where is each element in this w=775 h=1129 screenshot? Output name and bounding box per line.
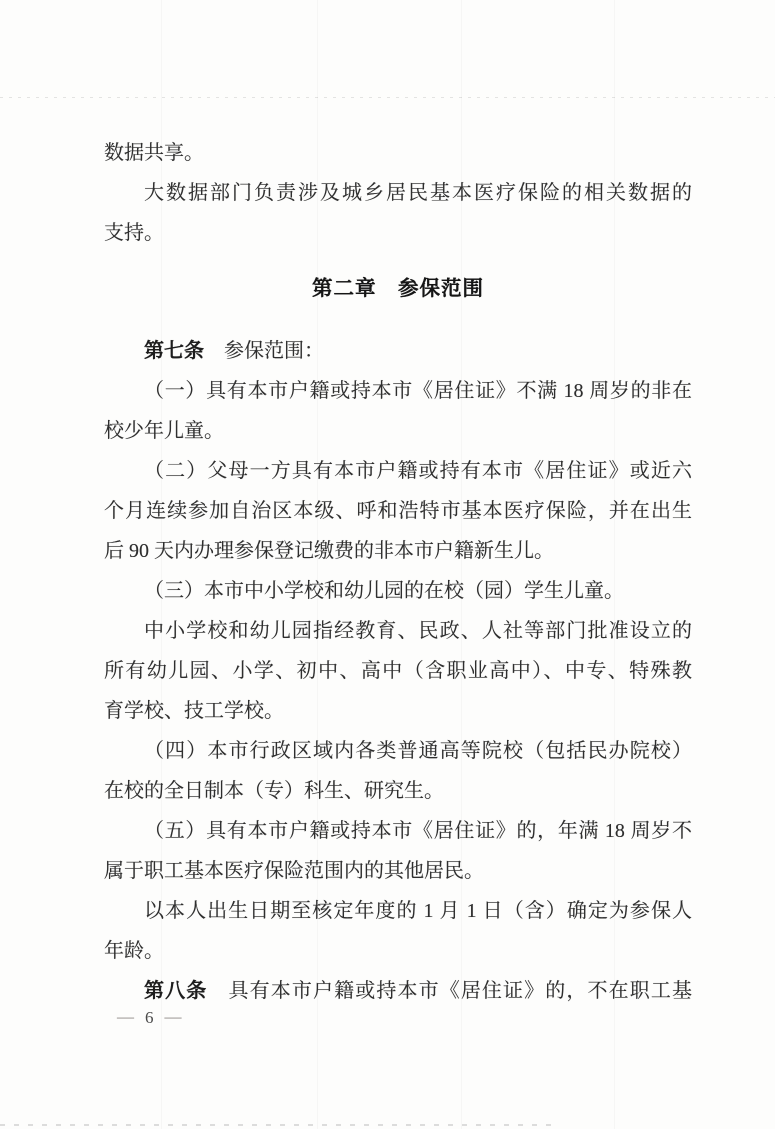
paragraph-line: 校少年儿童。 [104, 420, 224, 442]
paragraph-line: 数据共享。 [104, 142, 204, 164]
paragraph-line: （三）本市中小学校和幼儿园的在校（园）学生儿童。 [144, 580, 624, 602]
paragraph-line: 后 90 天内办理参保登记缴费的非本市户籍新生儿。 [104, 540, 554, 562]
paragraph-line: 支持。 [104, 222, 164, 244]
scan-artifact-top-dotted-line [0, 97, 775, 98]
paragraph-line: 年龄。 [104, 940, 164, 962]
paragraph-line: 所有幼儿园、小学、初中、高中（含职业高中）、中专、特殊教 [104, 660, 692, 682]
article-number-label: 第八条 [144, 980, 208, 1002]
article-line [104, 331, 692, 371]
page-number-right-dash: — [164, 1007, 184, 1026]
page-number-value: 6 [145, 1008, 156, 1027]
document-body [104, 133, 692, 1011]
scan-artifact-bottom-specks [0, 1124, 560, 1126]
article-number-label: 第七条 [144, 340, 204, 362]
paragraph-line: （五）具有本市户籍或持本市《居住证》的，年满 18 周岁不 [144, 820, 692, 842]
article-line-text: 参保范围： [204, 340, 324, 362]
page-number [117, 1006, 184, 1030]
paragraph-line: 中小学校和幼儿园指经教育、民政、人社等部门批准设立的 [144, 620, 692, 642]
paragraph-line: 育学校、技工学校。 [104, 700, 284, 722]
paragraph-line: 个月连续参加自治区本级、呼和浩特市基本医疗保险，并在出生 [104, 500, 692, 522]
paragraph-line: （一）具有本市户籍或持本市《居住证》不满 18 周岁的非在 [144, 380, 692, 402]
page-number-left-dash: — [117, 1007, 136, 1026]
paragraph-line: （二）父母一方具有本市户籍或持有本市《居住证》或近六 [144, 460, 692, 482]
paragraph-line: （四）本市行政区域内各类普通高等院校（包括民办院校） [144, 740, 692, 762]
paragraph-line: 在校的全日制本（专）科生、研究生。 [104, 780, 444, 802]
paragraph-line: 以本人出生日期至核定年度的 1 月 1 日（含）确定为参保人 [144, 900, 692, 922]
paragraph-line: 属于职工基本医疗保险范围内的其他居民。 [104, 860, 484, 882]
paragraph-line: 大数据部门负责涉及城乡居民基本医疗保险的相关数据的 [144, 182, 692, 204]
chapter-heading: 第二章 参保范围 [312, 277, 484, 300]
article-line-text: 具有本市户籍或持本市《居住证》的，不在职工基 [207, 980, 693, 1002]
article-line [104, 971, 692, 1011]
